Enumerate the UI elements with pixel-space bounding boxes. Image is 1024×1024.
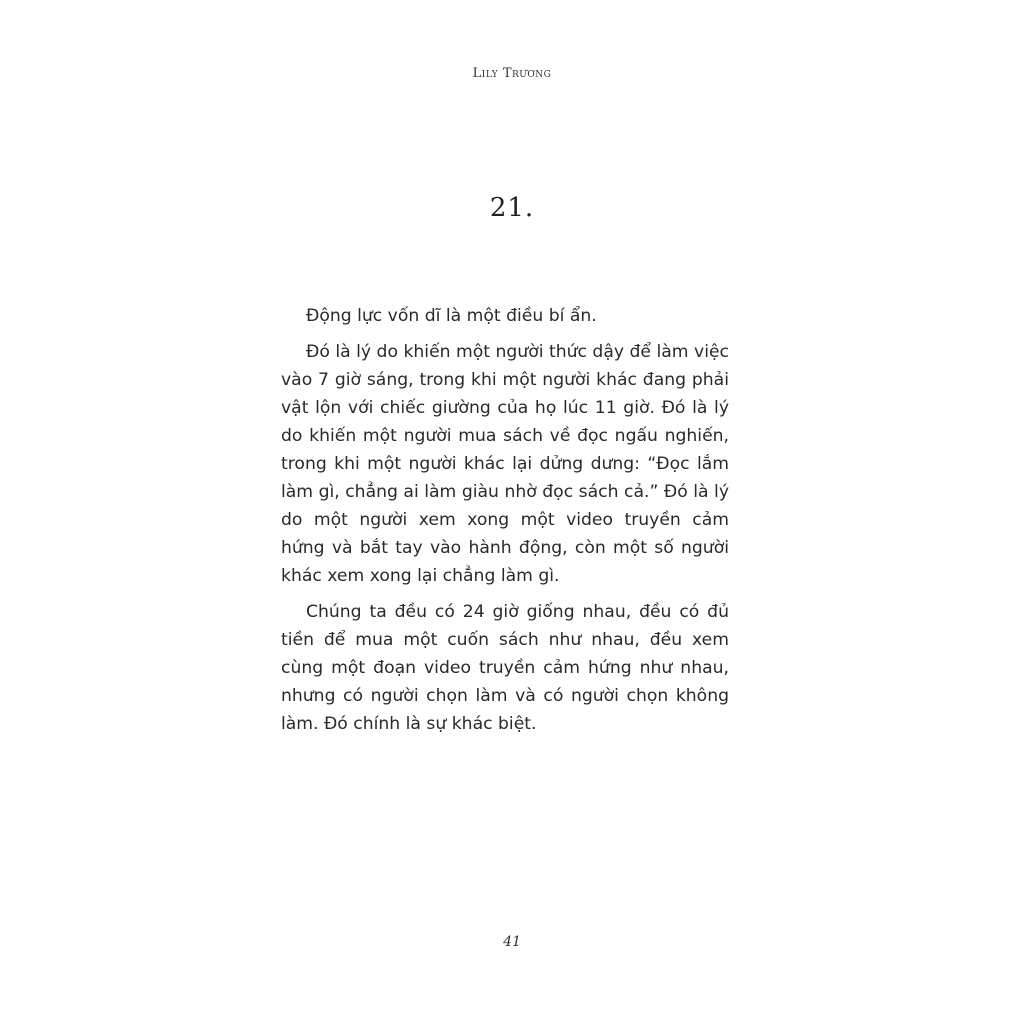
page-number: 41 bbox=[503, 934, 521, 950]
chapter-body bbox=[281, 302, 729, 746]
paragraph: Động lực vốn dĩ là một điều bí ẩn. bbox=[306, 306, 597, 326]
paragraph: Chúng ta đều có 24 giờ giống nhau, đều có đủ tiền để mua một cuốn sách như nhau, đều xem cùng một đoạn video truyền cảm hứng như nhau, nhưng có người chọn làm và có người chọn không làm. Đó chính là sự khác biệt. bbox=[281, 602, 729, 734]
chapter-number: 21. bbox=[489, 193, 535, 223]
paragraph: Đó là lý do khiến một người thức dậy để làm việc vào 7 giờ sáng, trong khi một người khác đang phải vật lộn với chiếc giường của họ lúc 11 giờ. Đó là lý do khiến một người mua sách về đọc ngấu nghiến, trong khi một người khác lại dửng dưng: “Đọc lắm làm gì, chẳng ai làm giàu nhờ đọc sách cả.” Đó là lý do một người xem xong một video truyền cảm hứng và bắt tay vào hành động, còn một số người khác xem xong lại chẳng làm gì. bbox=[281, 342, 729, 586]
running-header-author: Lily Trương bbox=[472, 66, 552, 81]
